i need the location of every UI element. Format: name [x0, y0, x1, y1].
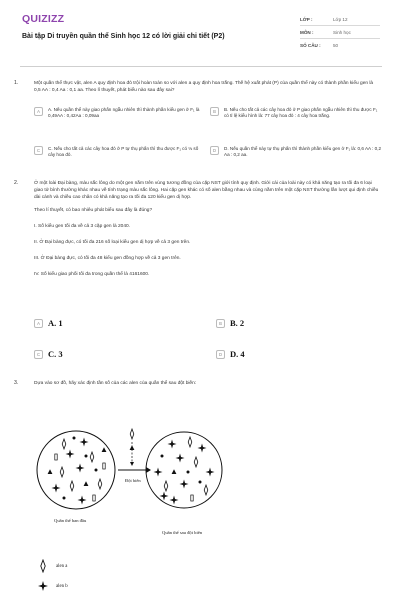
quizizz-logo[interactable]: QUIZIZZ: [22, 13, 65, 25]
statement-2: II. Ở Đại bàng đực, có tối đa 216 số loại kiểu gen dị hợp về cả 3 gen trên.: [34, 240, 191, 245]
option-b[interactable]: [216, 319, 376, 328]
question-prompt: Theo lí thuyết, có bao nhiêu phát biểu sau đây là đúng?: [34, 208, 153, 213]
question-text: Một quần thể thực vật, alen A quy định hoa đỏ trội hoàn toàn so với alen a quy định hoa trắng. Thế hệ xuất phát (P) của quần thể này có thành phần kiểu gen là 0,5 AA : 0,4 Aa : 0,1 aa. Theo lí thuyết, phát biểu nào sau đây sai?: [34, 81, 374, 93]
legend-label: alen a: [56, 563, 68, 569]
meta-key: SỐ CÂU :: [300, 43, 321, 48]
meta-row-count: [300, 39, 380, 52]
mutation-arrow-label: Đột biến: [125, 478, 141, 483]
option-d[interactable]: [210, 146, 382, 159]
option-letter-badge: C: [34, 350, 43, 359]
question-1: [14, 80, 384, 175]
option-a[interactable]: [34, 107, 206, 120]
question-3: [14, 380, 384, 400]
meta-value: Sinh học: [333, 29, 351, 35]
option-d[interactable]: [216, 350, 376, 359]
option-text: B. 2: [230, 318, 245, 328]
statement-1: I. Số kiểu gen tối đa về cả 3 cặp gen là 2040.: [34, 224, 131, 229]
left-population-caption: Quần thể ban đầu: [54, 518, 87, 523]
page-header: [0, 0, 400, 64]
option-letter-badge: D: [216, 350, 225, 359]
option-text: C. 3: [48, 349, 63, 359]
option-letter-badge: C: [34, 146, 43, 155]
option-letter-badge: A: [34, 319, 43, 328]
question-text: [34, 180, 380, 278]
question-text: Dựa vào sơ đồ, hãy xác định tần số của các alen của quần thể sau đột biến:: [34, 381, 197, 386]
option-letter-badge: A: [34, 107, 43, 116]
population-diagram: [34, 402, 224, 552]
option-letter-badge: B: [216, 319, 225, 328]
diagram-legend: [38, 556, 68, 596]
document-title: Bài tập Di truyền quần thể Sinh học 12 có lời giải chi tiết (P2): [22, 33, 225, 40]
statement-4: IV. Số kiểu giao phối tối đa trong quần thể là 4161600.: [34, 272, 150, 277]
question-stem: Ở một loài Đại bàng, màu sắc lông do một gen nằm trên vùng tương đồng của cặp NST giới tính quy định. Giới cái của loài này có khả năng tạo ra tối đa 6 loại giao tử bình thường khác nhau về tính trạng màu sắc lông. Hai cặp gen khác có số alen bằng nhau và cùng nằm trên một cặp NST thường lần lượt qui định chiều dài cánh và chiều cao chân có khả năng tạo ra tối đa 120 kiểu gen dị hợp.: [34, 181, 379, 200]
option-c[interactable]: [34, 146, 206, 159]
header-divider: [20, 66, 382, 67]
question-number: 3.: [14, 380, 19, 386]
population-diagram-svg: [34, 402, 224, 547]
option-text: B. Nếu cho tất cả các cây hoa đỏ ở P giao phấn ngẫu nhiên thì thu được F₁ có tỉ lệ kiểu hình là: 77 cây hoa đỏ : 4 cây hoa trắng.: [224, 107, 378, 119]
option-text: D. Nếu quần thể này tự thụ phấn thì thành phần kiểu gen ở F₁ là: 0,6 AA : 0,2 Aa : 0,2 aa.: [224, 146, 382, 158]
option-text: C. Nếu cho tất cả các cây hoa đỏ ở P tự thụ phấn thì thu được F₁ có ⅛ số cây hoa đỏ.: [48, 146, 199, 158]
option-letter-badge: D: [210, 146, 219, 155]
option-a[interactable]: [34, 319, 206, 328]
meta-row-subject: [300, 26, 380, 39]
meta-value: Lớp 12: [333, 16, 348, 22]
right-population-caption: Quần thể sau đột biến: [162, 530, 203, 535]
option-c[interactable]: [34, 350, 206, 359]
star-icon: [38, 580, 48, 592]
option-b[interactable]: [210, 107, 382, 120]
meta-key: LỚP :: [300, 16, 313, 22]
question-number: 1.: [14, 80, 19, 86]
meta-value: 50: [333, 43, 339, 48]
legend-label: alen b: [56, 583, 68, 589]
diamond-icon: [38, 559, 48, 573]
option-letter-badge: B: [210, 107, 219, 116]
option-text: A. Nếu quần thể này giao phấn ngẫu nhiên thì thành phần kiểu gen ở F₁ là 0,49AA : 0,42Aa : 0,09aa: [48, 107, 200, 119]
meta-key: MÔN :: [300, 29, 314, 35]
meta-table: [300, 13, 380, 52]
legend-item-star: [38, 576, 68, 596]
option-text: A. 1: [48, 318, 63, 328]
question-2: [14, 180, 384, 370]
statement-3: III. Ở Đại bàng đực, có tối đa 48 kiểu gen đồng hợp về cả 3 gen trên.: [34, 256, 181, 261]
meta-row-class: [300, 13, 380, 26]
legend-item-diamond: [38, 556, 68, 576]
option-text: D. 4: [230, 349, 245, 359]
question-number: 2.: [14, 180, 19, 186]
